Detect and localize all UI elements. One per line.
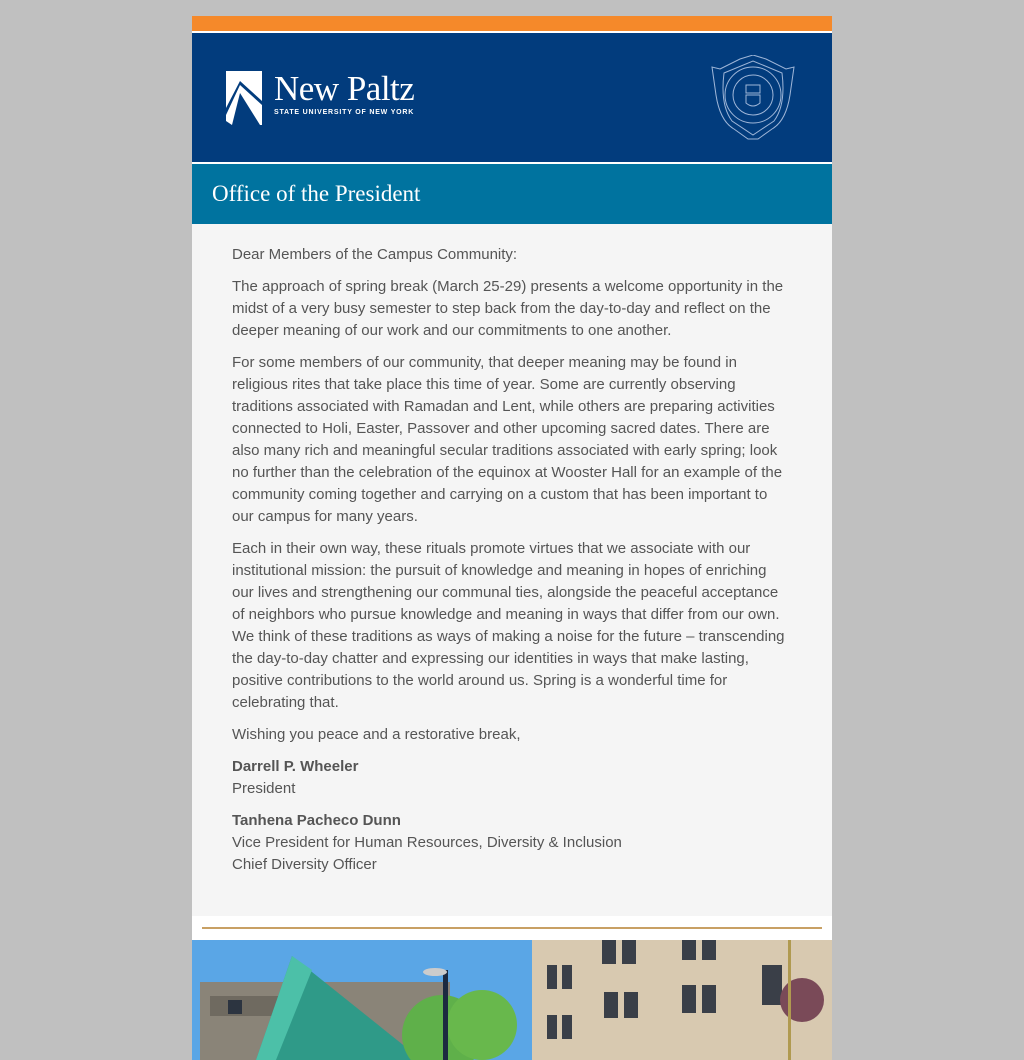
logo-name: New Paltz bbox=[274, 69, 415, 108]
gold-divider bbox=[202, 927, 822, 929]
signer-title: President bbox=[232, 780, 296, 797]
signature-block bbox=[232, 756, 792, 800]
campus-photo bbox=[192, 940, 832, 1060]
paragraph: Each in their own way, these rituals promote virtues that we associate with our institutional mission: the pursuit of knowledge and meaning in hopes of enriching our lives and strengthening our communal ties, alongside the peaceful acceptance of neighbors who pursue knowledge and meaning in ways that differ from our own. We think of these traditions as ways of making a noise for the future – transcending the day-to-day chatter and expressing our identities in ways that make lasting, positive contributions to the world around us. Spring is a wonderful time for celebrating that. bbox=[232, 540, 785, 711]
new-paltz-logo[interactable] bbox=[226, 71, 414, 125]
paragraph: For some members of our community, that deeper meaning may be found in religious rites that take place this time of year. Some are currently observing traditions associated with Ramadan and Lent, while others are preparing activities connected to Holi, Easter, Passover and other upcoming sacred dates. There are also many rich and meaningful secular traditions associated with early spring; look no further than the celebration of the equinox at Wooster Hall for an example of the community coming together and carrying on a custom that has been important to our campus for many years. bbox=[232, 354, 783, 525]
campus-photo-image bbox=[192, 940, 832, 1060]
logo-mark-icon bbox=[226, 71, 262, 125]
header-banner bbox=[192, 33, 832, 164]
signer-title: Vice President for Human Resources, Diversity & Inclusion bbox=[232, 834, 622, 851]
title-bar bbox=[192, 164, 832, 224]
closing: Wishing you peace and a restorative break, bbox=[232, 726, 521, 743]
orange-accent-bar bbox=[192, 16, 832, 33]
divider-section bbox=[192, 916, 832, 940]
letter-content bbox=[192, 224, 832, 916]
signer-name: Darrell P. Wheeler bbox=[232, 758, 359, 775]
university-seal-icon bbox=[710, 55, 796, 141]
paragraph: The approach of spring break (March 25-29) presents a welcome opportunity in the midst of a very busy semester to step back from the day-to-day and reflect on the deeper meaning of our work and our commitments to one another. bbox=[232, 278, 784, 339]
greeting: Dear Members of the Campus Community: bbox=[232, 246, 518, 263]
signer-title: Chief Diversity Officer bbox=[232, 856, 377, 873]
signer-name: Tanhena Pacheco Dunn bbox=[232, 812, 401, 829]
signature-block bbox=[232, 810, 792, 876]
email-body bbox=[192, 16, 832, 1060]
page-title: Office of the President bbox=[212, 181, 421, 206]
logo-subtitle: STATE UNIVERSITY OF NEW YORK bbox=[274, 109, 415, 116]
